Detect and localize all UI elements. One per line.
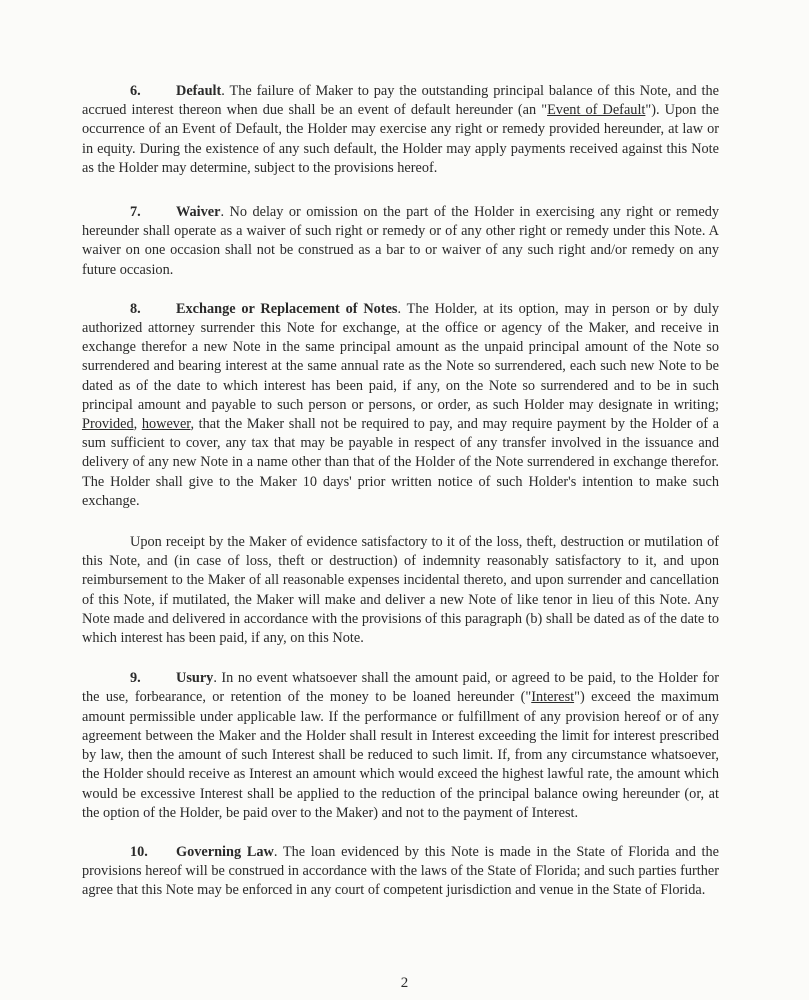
section-governing-law	[82, 843, 719, 901]
section-text: ") exceed the maximum amount permissible under applicable law. If the performance or fulfillment of any provision hereof or of any agreement between the Maker and the Holder shall result in Interest exceeding the limit for interest prescribed by law, then the amount of such Interest shall be reduced to such limit. If, from any circumstance whatsoever, the Holder should receive as Interest an amount which would exceed the highest lawful rate, the amount which would be excessive Interest shall be applied to the reduction of the principal balance owing hereunder (or, at the option of the Holder, be paid over to the Maker) and not to the payment of Interest.	[82, 689, 719, 821]
section-number: 10.	[130, 843, 148, 860]
section-number: 7.	[130, 204, 141, 221]
document-body	[82, 82, 719, 923]
section-text: . The Holder, at its option, may in person or by duly authorized attorney surrender this Note for exchange, at the office or agency of the Maker, and receive in exchange therefor a new Note in the same principal amount as the unpaid principal amount of the Note so surrendered and bearing interest at the same annual rate as the Note so surrendered, each such new Note to be dated as of the date to which interest has been paid, if any, on the Note so surrendered and to be in such principal amount and payable to such person or persons, or order, as such Holder may designate in writing;	[82, 300, 719, 413]
section-text: . In no event whatsoever shall the amount paid, or agreed to be paid, to the Holder for the use, forbearance, or retention of the money to be loaned hereunder ("	[82, 670, 719, 706]
section-text: ,	[133, 416, 142, 433]
section-text: . The failure of Maker to pay the outstanding principal balance of this Note, and the accrued interest thereon when due shall be an event of default hereunder (an "	[82, 83, 719, 119]
section-text: "). Upon the occurrence of an Event of Default, the Holder may exercise any right or remedy provided hereunder, at law or in equity. During the existence of any such default, the Holder may apply payments received against this Note as the Holder may determine, subject to the provisions hereof.	[82, 102, 719, 176]
section-exchange-paragraph-2: Upon receipt by the Maker of evidence satisfactory to it of the loss, theft, destruction or mutilation of this Note, and (in case of loss, theft or destruction) of indemnity reasonably satisfactory to it, and upon reimbursement to the Maker of all reasonable expenses incidental thereto, and upon surrender and cancellation of this Note, if mutilated, the Maker will make and deliver a new Note of like tenor in lieu of this Note. Any Note made and delivered in accordance with the provisions of this paragraph (b) shall be dated as of the date to which interest has been paid, if any, on this Note.	[82, 534, 719, 647]
page-number: 2	[400, 975, 409, 991]
section-heading: Exchange or Replacement of Notes	[176, 300, 398, 317]
section-usury	[82, 669, 719, 823]
section-waiver	[82, 203, 719, 280]
defined-term: Provided	[82, 416, 134, 433]
section-number: 9.	[130, 670, 141, 687]
defined-term: however	[141, 416, 191, 433]
section-text: . The loan evidenced by this Note is made in the State of Florida and the provisions hereof will be construed in accordance with the laws of the State of Florida; and such parties further agree that this Note may be enforced in any court of competent jurisdiction and venue in the State of Florida.	[82, 843, 720, 899]
section-heading: Governing Law	[176, 843, 274, 860]
section-text: , that the Maker shall not be required to pay, and may require payment by the Holder of a sum sufficient to cover, any tax that may be payable in respect of any transfer involved in the issuance and delivery of any new Note in a name other than that of the Holder of the Note surrendered in exchange therefor. The Holder shall give to the Maker 10 days' prior written notice of such Holder's intention to make such exchange.	[82, 416, 719, 509]
section-heading: Waiver	[176, 204, 221, 221]
section-heading: Default	[176, 83, 222, 99]
section-exchange	[82, 300, 719, 511]
section-number: 6.	[130, 83, 141, 99]
section-default	[82, 82, 719, 178]
section-text: . No delay or omission on the part of the Holder in exercising any right or remedy hereunder shall operate as a waiver of such right or remedy or of any other right or remedy under this Note. A waiver on one occasion shall not be construed as a bar to or waiver of any such right and/or remedy on any future occasion.	[82, 204, 719, 278]
defined-term: Event of Default	[547, 102, 646, 119]
section-heading: Usury	[176, 670, 214, 687]
section-number: 8.	[130, 300, 141, 317]
defined-term: Interest	[531, 689, 575, 706]
